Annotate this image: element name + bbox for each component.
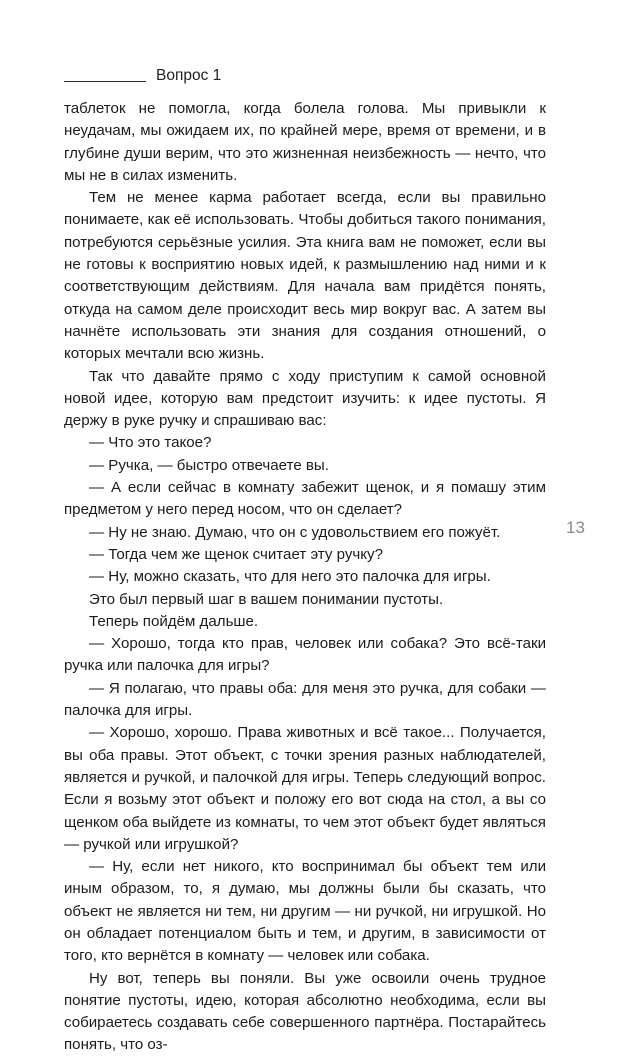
dialogue-line: — Ну, если нет никого, кто воспринимал бы объект тем или иным образом, то, я думаю, мы должны были бы сказать, что объект не является ни тем, ни другим — ни ручкой, ни игрушкой. Но он обладает потенциалом быть и тем, и другим, в зависимости от того, кто вернётся в комнату — человек или собака. <box>64 858 546 965</box>
chapter-title: Вопрос 1 <box>156 67 222 84</box>
page-number: 13 <box>566 518 585 537</box>
dialogue-line: — Ручка, — быстро отвечаете вы. <box>89 456 329 474</box>
paragraph: Так что давайте прямо с ходу приступим к самой основной новой идее, которую вам предстоит изучить: к идее пустоты. Я держу в руке ручку и спрашиваю вас: <box>64 367 546 430</box>
header-rule <box>64 81 146 82</box>
paragraph: таблеток не помогла, когда болела голова. Мы привыкли к неудачам, мы ожидаем их, по крайней мере, время от времени, и в глубине души верим, что это жизненная неизбежность — нечто, что мы не в силах изменить. <box>64 100 546 184</box>
paragraph: Ну вот, теперь вы поняли. Вы уже освоили очень трудное понятие пустоты, идею, которая абсолютно необходима, если вы собираетесь создавать себе совершенного партнёра. Постарайтесь понять, что оз- <box>64 969 546 1054</box>
dialogue-line: — Ну, можно сказать, что для него это палочка для игры. <box>89 568 491 586</box>
dialogue-line: — Ну не знаю. Думаю, что он с удовольствием его пожуёт. <box>89 523 501 541</box>
paragraph: Теперь пойдём дальше. <box>89 612 259 630</box>
dialogue-line: — Хорошо, хорошо. Права животных и всё такое... Получается, вы оба правы. Этот объект, с точки зрения разных наблюдателей, является и ручкой, и палочкой для игры. Теперь следующий вопрос. Если я возьму этот объект и положу его вот сюда на стол, а вы со щенком оба выйдете из комнаты, то чем этот объект будет являться — ручкой или игрушкой? <box>64 724 546 853</box>
paragraph: Это был первый шаг в вашем понимании пустоты. <box>89 590 444 608</box>
dialogue-line: — Что это такое? <box>89 434 212 452</box>
dialogue-line: — Хорошо, тогда кто прав, человек или собака? Это всё-таки ручка или палочка для игры? <box>64 635 546 675</box>
paragraph: Тем не менее карма работает всегда, если вы правильно понимаете, как её использовать. Чтобы добиться такого понимания, потребуются серьёзные усилия. Эта книга вам не поможет, если вы не готовы к восприятию новых идей, к размышлению над ними и к соответствующим действиям. Для начала вам придётся понять, откуда на самом деле происходит весь мир вокруг вас. А затем вы начнёте использовать эти знания для создания отношений, о которых мечтали всю жизнь. <box>64 189 546 363</box>
running-header <box>64 64 221 86</box>
body-text <box>64 98 546 1057</box>
dialogue-line: — А если сейчас в комнату забежит щенок, и я помашу этим предметом у него перед носом, что он сделает? <box>64 479 546 519</box>
dialogue-line: — Тогда чем же щенок считает эту ручку? <box>89 545 383 563</box>
dialogue-line: — Я полагаю, что правы оба: для меня это ручка, для собаки — палочка для игры. <box>64 679 546 720</box>
